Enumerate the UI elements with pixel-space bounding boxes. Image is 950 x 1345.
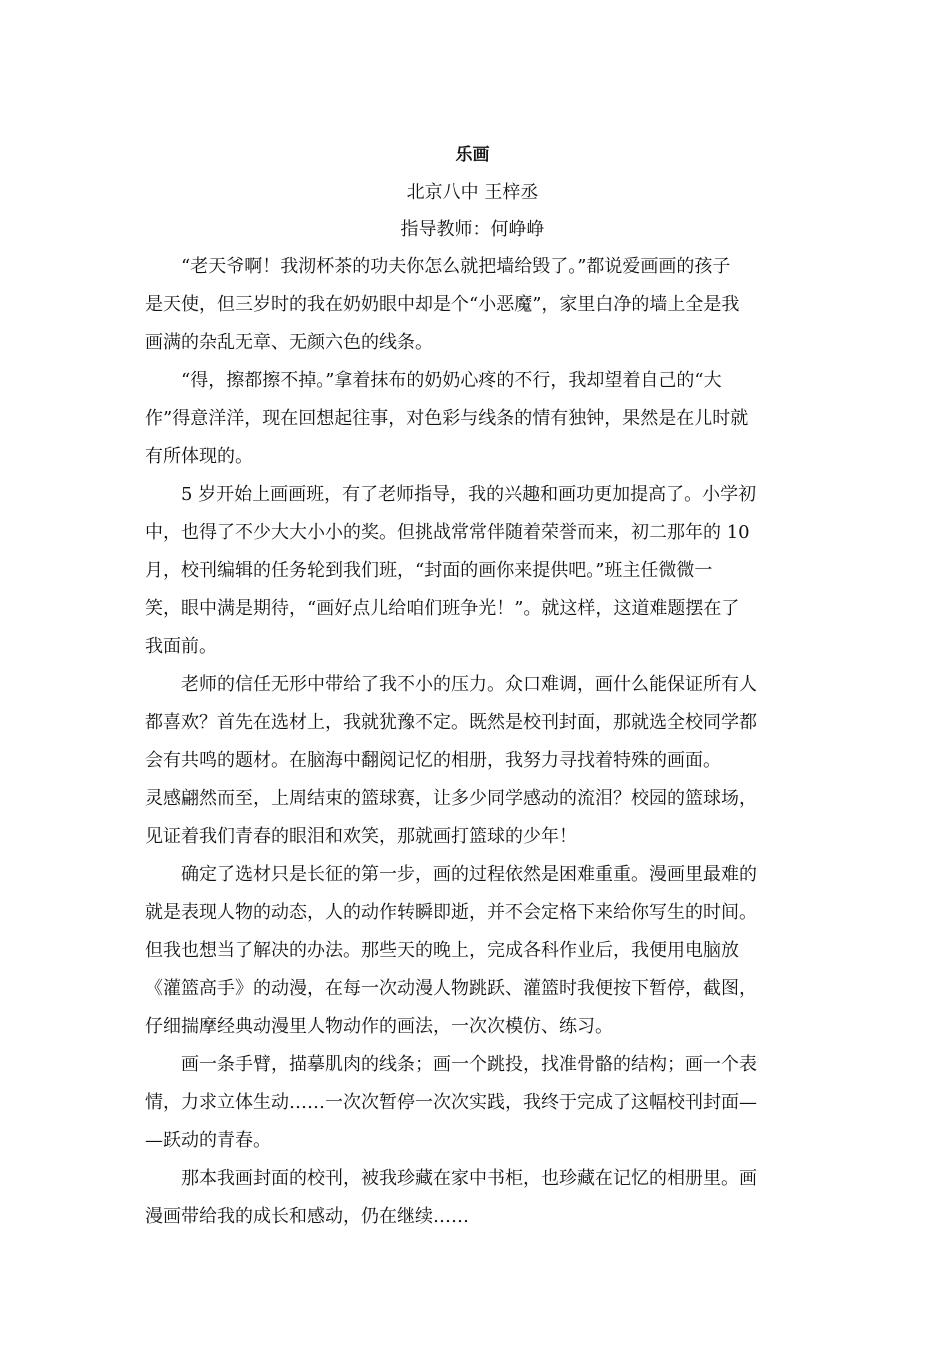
paragraph-6 — [145, 856, 800, 1046]
text-line: 有所体现的。 — [145, 446, 253, 467]
text-line: 漫画带给我的成长和感动，仍在继续…… — [145, 1206, 469, 1227]
paragraph-4 — [145, 666, 800, 780]
paragraph-5 — [145, 780, 800, 856]
text-line: 但我也想当了解决的办法。那些天的晚上，完成各科作业后，我便用电脑放 — [145, 940, 739, 961]
text-line: 作”得意洋洋，现在回想起往事，对色彩与线条的情有独钟，果然是在儿时就 — [145, 408, 749, 429]
text-line: 就是表现人物的动态，人的动作转瞬即逝，并不会定格下来给你写生的时间。 — [145, 902, 757, 923]
text-line: 5 岁开始上画画班，有了老师指导，我的兴趣和画功更加提高了。小学初 — [181, 484, 757, 505]
text-line: 都喜欢？首先在选材上，我就犹豫不定。既然是校刊封面，那就选全校同学都 — [145, 712, 757, 733]
document-body — [145, 136, 800, 1236]
text-line: 笑，眼中满是期待，“画好点儿给咱们班争光！”。就这样，这道难题摆在了 — [145, 598, 740, 619]
text-line: 中，也得了不少大大小小的奖。但挑战常常伴随着荣誉而来，初二那年的 10 — [145, 522, 750, 543]
text-line: —跃动的青春。 — [145, 1130, 271, 1151]
text-line: “老天爷啊！我沏杯茶的功夫你怎么就把墙给毁了。”都说爱画画的孩子 — [181, 256, 731, 277]
text-line: 灵感翩然而至，上周结束的篮球赛，让多少同学感动的流泪？校园的篮球场， — [145, 788, 757, 809]
text-line: 是天使，但三岁时的我在奶奶眼中却是个“小恶魔”，家里白净的墙上全是我 — [145, 294, 740, 315]
paragraph-7 — [145, 1046, 800, 1160]
essay-paragraphs — [145, 248, 800, 1236]
essay-title: 乐画 — [455, 145, 490, 165]
author-line: 北京八中 王梓丞 — [406, 182, 539, 203]
text-line: 画满的杂乱无章、无颜六色的线条。 — [145, 332, 433, 353]
text-line: 仔细揣摩经典动漫里人物动作的画法，一次次模仿、练习。 — [145, 1016, 613, 1037]
text-line: 《灌篮高手》的动漫，在每一次动漫人物跳跃、灌篮时我便按下暂停，截图， — [145, 978, 757, 999]
paragraph-8 — [145, 1160, 800, 1236]
text-line: 会有共鸣的题材。在脑海中翻阅记忆的相册，我努力寻找着特殊的画面。 — [145, 750, 721, 771]
text-line: 月，校刊编辑的任务轮到我们班，“封面的画你来提供吧。”班主任微微一 — [145, 560, 713, 581]
paragraph-3 — [145, 476, 800, 666]
text-line: 确定了选材只是长征的第一步，画的过程依然是困难重重。漫画里最难的 — [181, 864, 757, 885]
paragraph-2 — [145, 362, 800, 476]
text-line: 情，力求立体生动……一次次暂停一次次实践，我终于完成了这幅校刊封面— — [145, 1092, 757, 1113]
text-line: 见证着我们青春的眼泪和欢笑，那就画打篮球的少年！ — [145, 826, 577, 847]
teacher-line: 指导教师：何峥峥 — [400, 219, 545, 240]
text-line: “得，擦都擦不掉。”拿着抹布的奶奶心疼的不行，我却望着自己的“大 — [181, 370, 722, 391]
paragraph-1 — [145, 248, 800, 362]
text-line: 老师的信任无形中带给了我不小的压力。众口难调，画什么能保证所有人 — [181, 674, 757, 695]
text-line: 那本我画封面的校刊，被我珍藏在家中书柜，也珍藏在记忆的相册里。画 — [181, 1168, 757, 1189]
text-line: 我面前。 — [145, 636, 217, 657]
text-line: 画一条手臂，描摹肌肉的线条；画一个跳投，找准骨骼的结构；画一个表 — [181, 1054, 757, 1075]
